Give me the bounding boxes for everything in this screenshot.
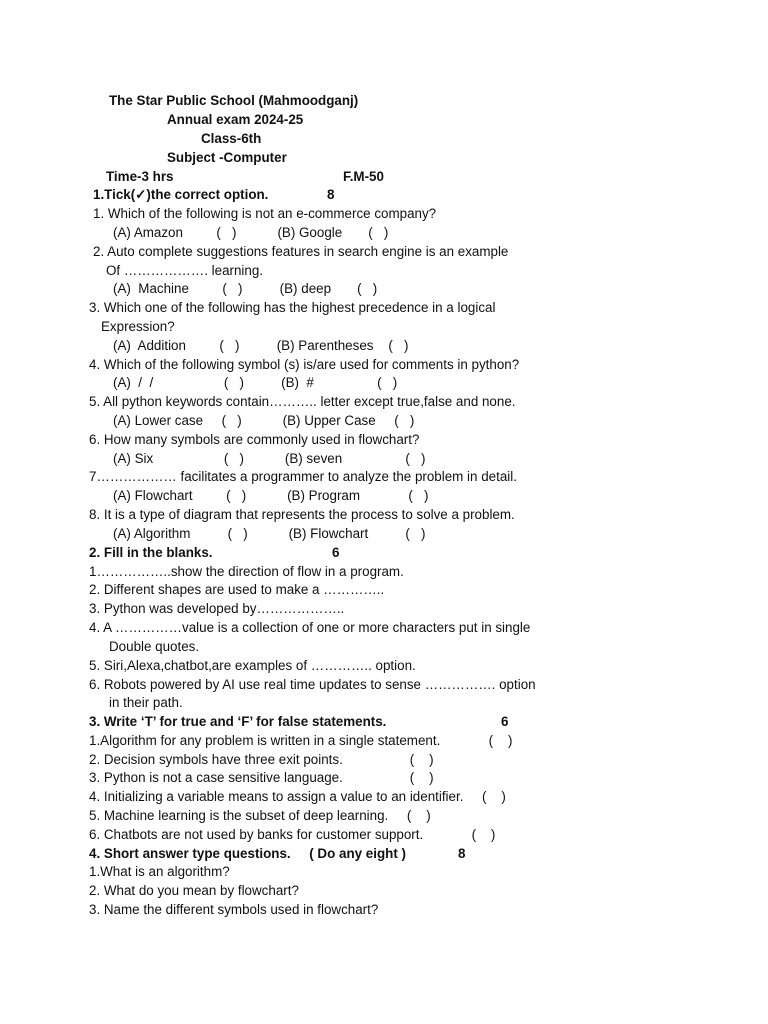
section4-line: 2. What do you mean by flowchart?: [89, 883, 299, 898]
section4-line: 1.What is an algorithm?: [89, 864, 230, 879]
section2-line: 4. A ……………value is a collection of one or more characters put in single: [89, 620, 531, 635]
section3-line: 6. Chatbots are not used by banks for customer support. ( ): [89, 827, 496, 842]
section2-line: 5. Siri,Alexa,chatbot,are examples of ………….. option.: [89, 658, 416, 673]
section3-line: 3. Python is not a case sensitive language. ( ): [89, 770, 434, 785]
section3-line: 2. Decision symbols have three exit points. ( ): [89, 752, 434, 767]
subject-label: Subject -Computer: [167, 150, 287, 165]
section1-line: 4. Which of the following symbol (s) is/are used for comments in python?: [89, 357, 520, 372]
section1-line: (A) / / ( ) (B) # ( ): [113, 375, 398, 390]
section1-marks: 8: [327, 187, 335, 202]
full-marks-label: F.M-50: [343, 169, 384, 184]
section1-line: 3. Which one of the following has the highest precedence in a logical: [89, 300, 496, 315]
section2-line: 2. Different shapes are used to make a …………..: [89, 582, 385, 597]
section1-line: (A) Algorithm ( ) (B) Flowchart ( ): [113, 526, 426, 541]
section4-marks: 8: [458, 846, 466, 861]
section3-line: 4. Initializing a variable means to assign a value to an identifier. ( ): [89, 789, 506, 804]
class-label: Class-6th: [201, 131, 262, 146]
section4-line: 3. Name the different symbols used in flowchart?: [89, 902, 379, 917]
section1-line: 1. Which of the following is not an e-commerce company?: [93, 206, 437, 221]
section1-line: (A) Flowchart ( ) (B) Program ( ): [113, 488, 429, 503]
section1-title: 1.Tick(✓)the correct option.: [93, 187, 269, 202]
section1-line: Of ………………. learning.: [106, 263, 264, 278]
section4-title: 4. Short answer type questions. ( Do any eight ): [89, 846, 406, 861]
section2-marks: 6: [332, 545, 340, 560]
section2-line: in their path.: [109, 695, 183, 710]
section3-title: 3. Write ‘T’ for true and ‘F’ for false statements.: [89, 714, 387, 729]
section2-title: 2. Fill in the blanks.: [89, 545, 213, 560]
section3-marks: 6: [501, 714, 509, 729]
time-label: Time-3 hrs: [106, 169, 174, 184]
section1-line: 2. Auto complete suggestions features in search engine is an example: [93, 244, 509, 259]
section1-line: 6. How many symbols are commonly used in flowchart?: [89, 432, 420, 447]
section2-line: 6. Robots powered by AI use real time updates to sense ……………. option: [89, 677, 536, 692]
section1-line: (A) Lower case ( ) (B) Upper Case ( ): [113, 413, 415, 428]
section1-line: Expression?: [101, 319, 175, 334]
section3-line: 5. Machine learning is the subset of deep learning. ( ): [89, 808, 431, 823]
section1-line: (A) Addition ( ) (B) Parentheses ( ): [113, 338, 409, 353]
exam-title: Annual exam 2024-25: [167, 112, 304, 127]
section2-line: 3. Python was developed by………………..: [89, 601, 345, 616]
section1-line: 5. All python keywords contain……….. letter except true,false and none.: [89, 394, 516, 409]
section1-line: (A) Amazon ( ) (B) Google ( ): [113, 225, 389, 240]
section1-line: (A) Six ( ) (B) seven ( ): [113, 451, 426, 466]
school-name: The Star Public School (Mahmoodganj): [109, 93, 359, 108]
section3-line: 1.Algorithm for any problem is written in a single statement. ( ): [89, 733, 513, 748]
section1-line: (A) Machine ( ) (B) deep ( ): [113, 281, 378, 296]
section2-line: Double quotes.: [109, 639, 200, 654]
section1-line: 8. It is a type of diagram that represents the process to solve a problem.: [89, 507, 515, 522]
section2-line: 1……………..show the direction of flow in a program.: [89, 564, 404, 579]
section1-line: 7……………… facilitates a programmer to analyze the problem in detail.: [89, 469, 517, 484]
